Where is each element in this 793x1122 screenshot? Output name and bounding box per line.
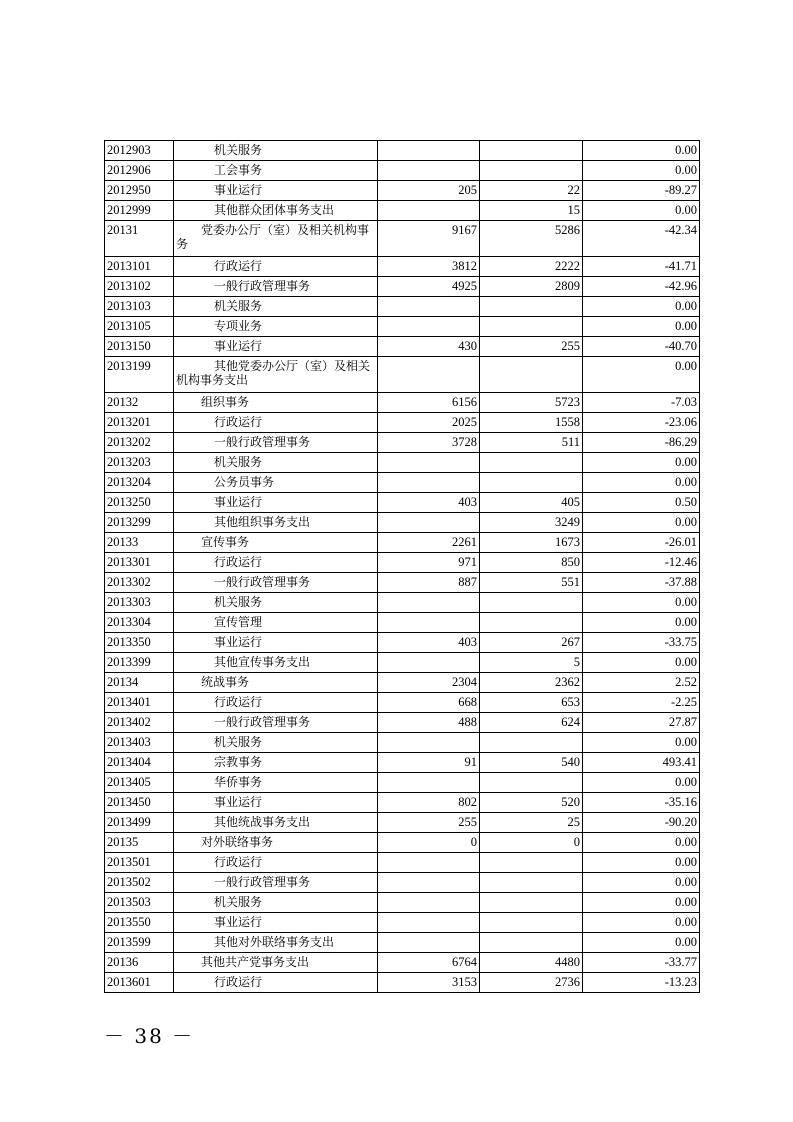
prior-amount-cell: 3728 <box>378 433 480 453</box>
change-percent-cell: -37.88 <box>583 573 700 593</box>
prior-amount-cell: 430 <box>378 337 480 357</box>
prior-amount-cell: 255 <box>378 813 480 833</box>
current-amount-cell: 0 <box>480 833 583 853</box>
current-amount-cell: 3249 <box>480 513 583 533</box>
current-amount-cell: 15 <box>480 201 583 221</box>
prior-amount-cell <box>378 357 480 393</box>
current-amount-cell: 520 <box>480 793 583 813</box>
change-percent-cell: 0.00 <box>583 773 700 793</box>
subject-code-cell: 2013201 <box>105 413 174 433</box>
subject-code-cell: 2013303 <box>105 593 174 613</box>
table-row <box>105 733 700 753</box>
prior-amount-cell <box>378 201 480 221</box>
table-row <box>105 317 700 337</box>
current-amount-cell: 25 <box>480 813 583 833</box>
table-row <box>105 513 700 533</box>
table-row <box>105 357 700 393</box>
table-row <box>105 953 700 973</box>
subject-code-cell: 2013350 <box>105 633 174 653</box>
subject-code-cell: 20131 <box>105 221 174 257</box>
change-percent-cell: 0.00 <box>583 933 700 953</box>
table-row <box>105 873 700 893</box>
subject-code-cell: 2013101 <box>105 257 174 277</box>
subject-code-cell: 2013301 <box>105 553 174 573</box>
current-amount-cell: 267 <box>480 633 583 653</box>
subject-name-cell: 组织事务 <box>174 393 378 413</box>
subject-name-cell: 机关服务 <box>174 733 378 753</box>
change-percent-cell: 0.00 <box>583 593 700 613</box>
subject-name-cell: 其他党委办公厅（室）及相关机构事务支出 <box>174 357 378 393</box>
subject-code-cell: 2013199 <box>105 357 174 393</box>
subject-code-cell: 2013599 <box>105 933 174 953</box>
subject-name-cell: 机关服务 <box>174 893 378 913</box>
subject-name-cell: 事业运行 <box>174 181 378 201</box>
subject-name-cell: 行政运行 <box>174 553 378 573</box>
change-percent-cell: -42.34 <box>583 221 700 257</box>
prior-amount-cell <box>378 613 480 633</box>
table-row <box>105 893 700 913</box>
prior-amount-cell <box>378 733 480 753</box>
table-row <box>105 673 700 693</box>
current-amount-cell <box>480 453 583 473</box>
subject-code-cell: 2013503 <box>105 893 174 913</box>
prior-amount-cell: 2025 <box>378 413 480 433</box>
table-row <box>105 181 700 201</box>
current-amount-cell: 850 <box>480 553 583 573</box>
subject-name-cell: 宗教事务 <box>174 753 378 773</box>
table-row <box>105 493 700 513</box>
prior-amount-cell: 205 <box>378 181 480 201</box>
subject-code-cell: 2012999 <box>105 201 174 221</box>
subject-name-cell: 一般行政管理事务 <box>174 433 378 453</box>
prior-amount-cell <box>378 913 480 933</box>
table-row <box>105 693 700 713</box>
subject-code-cell: 2013402 <box>105 713 174 733</box>
current-amount-cell: 624 <box>480 713 583 733</box>
table-row <box>105 853 700 873</box>
table-row <box>105 653 700 673</box>
prior-amount-cell <box>378 653 480 673</box>
table-row <box>105 433 700 453</box>
change-percent-cell: -26.01 <box>583 533 700 553</box>
subject-code-cell: 2012950 <box>105 181 174 201</box>
change-percent-cell: 27.87 <box>583 713 700 733</box>
table-row <box>105 813 700 833</box>
current-amount-cell <box>480 893 583 913</box>
subject-code-cell: 2013404 <box>105 753 174 773</box>
subject-name-cell: 工会事务 <box>174 161 378 181</box>
table-row <box>105 753 700 773</box>
subject-code-cell: 20135 <box>105 833 174 853</box>
table-row <box>105 633 700 653</box>
prior-amount-cell <box>378 773 480 793</box>
table-row <box>105 933 700 953</box>
current-amount-cell: 551 <box>480 573 583 593</box>
current-amount-cell <box>480 913 583 933</box>
table-row <box>105 277 700 297</box>
subject-name-cell: 一般行政管理事务 <box>174 277 378 297</box>
current-amount-cell: 4480 <box>480 953 583 973</box>
table-row <box>105 337 700 357</box>
change-percent-cell: -42.96 <box>583 277 700 297</box>
table-row <box>105 773 700 793</box>
subject-code-cell: 2013501 <box>105 853 174 873</box>
table-row <box>105 413 700 433</box>
current-amount-cell: 255 <box>480 337 583 357</box>
subject-name-cell: 党委办公厅（室）及相关机构事务 <box>174 221 378 257</box>
current-amount-cell: 511 <box>480 433 583 453</box>
change-percent-cell: 0.00 <box>583 141 700 161</box>
change-percent-cell: -12.46 <box>583 553 700 573</box>
subject-code-cell: 2013150 <box>105 337 174 357</box>
change-percent-cell: 493.41 <box>583 753 700 773</box>
prior-amount-cell: 9167 <box>378 221 480 257</box>
change-percent-cell: 0.00 <box>583 513 700 533</box>
prior-amount-cell: 488 <box>378 713 480 733</box>
prior-amount-cell: 6764 <box>378 953 480 973</box>
subject-code-cell: 2013103 <box>105 297 174 317</box>
prior-amount-cell: 802 <box>378 793 480 813</box>
prior-amount-cell: 91 <box>378 753 480 773</box>
subject-code-cell: 2013250 <box>105 493 174 513</box>
subject-name-cell: 行政运行 <box>174 973 378 993</box>
subject-code-cell: 2013302 <box>105 573 174 593</box>
prior-amount-cell: 887 <box>378 573 480 593</box>
change-percent-cell: 0.00 <box>583 453 700 473</box>
current-amount-cell: 2736 <box>480 973 583 993</box>
prior-amount-cell <box>378 513 480 533</box>
subject-code-cell: 2013105 <box>105 317 174 337</box>
subject-code-cell: 2013550 <box>105 913 174 933</box>
current-amount-cell <box>480 773 583 793</box>
current-amount-cell: 1558 <box>480 413 583 433</box>
table-row <box>105 473 700 493</box>
subject-code-cell: 2012903 <box>105 141 174 161</box>
prior-amount-cell: 3153 <box>378 973 480 993</box>
subject-code-cell: 2013450 <box>105 793 174 813</box>
change-percent-cell: -89.27 <box>583 181 700 201</box>
change-percent-cell: 0.00 <box>583 893 700 913</box>
subject-name-cell: 行政运行 <box>174 257 378 277</box>
change-percent-cell: 0.00 <box>583 653 700 673</box>
change-percent-cell: 0.50 <box>583 493 700 513</box>
subject-code-cell: 2013102 <box>105 277 174 297</box>
current-amount-cell: 653 <box>480 693 583 713</box>
subject-code-cell: 20132 <box>105 393 174 413</box>
subject-name-cell: 一般行政管理事务 <box>174 713 378 733</box>
subject-name-cell: 专项业务 <box>174 317 378 337</box>
subject-name-cell: 其他群众团体事务支出 <box>174 201 378 221</box>
current-amount-cell <box>480 873 583 893</box>
subject-name-cell: 行政运行 <box>174 413 378 433</box>
table-row <box>105 393 700 413</box>
current-amount-cell: 2362 <box>480 673 583 693</box>
subject-name-cell: 宣传管理 <box>174 613 378 633</box>
change-percent-cell: -7.03 <box>583 393 700 413</box>
change-percent-cell: -35.16 <box>583 793 700 813</box>
subject-name-cell: 一般行政管理事务 <box>174 873 378 893</box>
budget-table <box>104 140 700 993</box>
prior-amount-cell <box>378 297 480 317</box>
subject-name-cell: 统战事务 <box>174 673 378 693</box>
table-row <box>105 713 700 733</box>
prior-amount-cell <box>378 141 480 161</box>
subject-name-cell: 其他组织事务支出 <box>174 513 378 533</box>
current-amount-cell <box>480 473 583 493</box>
change-percent-cell: 2.52 <box>583 673 700 693</box>
subject-name-cell: 宣传事务 <box>174 533 378 553</box>
subject-code-cell: 2013502 <box>105 873 174 893</box>
prior-amount-cell: 6156 <box>378 393 480 413</box>
current-amount-cell: 540 <box>480 753 583 773</box>
current-amount-cell: 405 <box>480 493 583 513</box>
subject-code-cell: 2013401 <box>105 693 174 713</box>
current-amount-cell <box>480 933 583 953</box>
table-row <box>105 613 700 633</box>
current-amount-cell <box>480 357 583 393</box>
prior-amount-cell <box>378 933 480 953</box>
change-percent-cell: 0.00 <box>583 733 700 753</box>
table-row <box>105 221 700 257</box>
subject-code-cell: 2013299 <box>105 513 174 533</box>
table-row <box>105 833 700 853</box>
current-amount-cell <box>480 853 583 873</box>
subject-name-cell: 事业运行 <box>174 633 378 653</box>
current-amount-cell: 2809 <box>480 277 583 297</box>
prior-amount-cell: 2261 <box>378 533 480 553</box>
current-amount-cell: 5723 <box>480 393 583 413</box>
current-amount-cell <box>480 317 583 337</box>
subject-code-cell: 2013204 <box>105 473 174 493</box>
subject-code-cell: 2013202 <box>105 433 174 453</box>
table-row <box>105 973 700 993</box>
subject-name-cell: 行政运行 <box>174 693 378 713</box>
prior-amount-cell <box>378 453 480 473</box>
change-percent-cell: -40.70 <box>583 337 700 357</box>
change-percent-cell: 0.00 <box>583 833 700 853</box>
change-percent-cell: 0.00 <box>583 873 700 893</box>
change-percent-cell: -2.25 <box>583 693 700 713</box>
subject-name-cell: 事业运行 <box>174 793 378 813</box>
subject-name-cell: 对外联络事务 <box>174 833 378 853</box>
prior-amount-cell: 4925 <box>378 277 480 297</box>
current-amount-cell: 1673 <box>480 533 583 553</box>
table-row <box>105 793 700 813</box>
subject-name-cell: 事业运行 <box>174 493 378 513</box>
table-row <box>105 201 700 221</box>
change-percent-cell: -33.75 <box>583 633 700 653</box>
subject-name-cell: 公务员事务 <box>174 473 378 493</box>
change-percent-cell: 0.00 <box>583 913 700 933</box>
current-amount-cell: 5286 <box>480 221 583 257</box>
subject-code-cell: 2013403 <box>105 733 174 753</box>
prior-amount-cell: 668 <box>378 693 480 713</box>
subject-name-cell: 机关服务 <box>174 453 378 473</box>
subject-code-cell: 20134 <box>105 673 174 693</box>
prior-amount-cell <box>378 593 480 613</box>
subject-name-cell: 其他共产党事务支出 <box>174 953 378 973</box>
change-percent-cell: -41.71 <box>583 257 700 277</box>
prior-amount-cell: 971 <box>378 553 480 573</box>
change-percent-cell: 0.00 <box>583 297 700 317</box>
current-amount-cell <box>480 141 583 161</box>
change-percent-cell: 0.00 <box>583 317 700 337</box>
subject-name-cell: 其他对外联络事务支出 <box>174 933 378 953</box>
subject-code-cell: 2013499 <box>105 813 174 833</box>
change-percent-cell: 0.00 <box>583 201 700 221</box>
subject-name-cell: 机关服务 <box>174 593 378 613</box>
subject-code-cell: 2012906 <box>105 161 174 181</box>
prior-amount-cell <box>378 893 480 913</box>
prior-amount-cell: 2304 <box>378 673 480 693</box>
current-amount-cell <box>480 613 583 633</box>
current-amount-cell <box>480 161 583 181</box>
subject-name-cell: 华侨事务 <box>174 773 378 793</box>
subject-name-cell: 机关服务 <box>174 297 378 317</box>
current-amount-cell <box>480 297 583 317</box>
prior-amount-cell <box>378 853 480 873</box>
change-percent-cell: -86.29 <box>583 433 700 453</box>
subject-code-cell: 2013601 <box>105 973 174 993</box>
current-amount-cell: 5 <box>480 653 583 673</box>
prior-amount-cell <box>378 317 480 337</box>
subject-code-cell: 2013304 <box>105 613 174 633</box>
current-amount-cell: 2222 <box>480 257 583 277</box>
table-row <box>105 161 700 181</box>
current-amount-cell <box>480 593 583 613</box>
prior-amount-cell <box>378 873 480 893</box>
current-amount-cell: 22 <box>480 181 583 201</box>
page-number: － 38 － <box>104 1024 195 1048</box>
change-percent-cell: -33.77 <box>583 953 700 973</box>
change-percent-cell: -90.20 <box>583 813 700 833</box>
change-percent-cell: 0.00 <box>583 853 700 873</box>
change-percent-cell: 0.00 <box>583 473 700 493</box>
table-row <box>105 593 700 613</box>
change-percent-cell: 0.00 <box>583 357 700 393</box>
subject-code-cell: 2013203 <box>105 453 174 473</box>
subject-name-cell: 其他宣传事务支出 <box>174 653 378 673</box>
subject-name-cell: 其他统战事务支出 <box>174 813 378 833</box>
subject-name-cell: 事业运行 <box>174 337 378 357</box>
prior-amount-cell: 403 <box>378 493 480 513</box>
subject-code-cell: 20136 <box>105 953 174 973</box>
table-row <box>105 573 700 593</box>
subject-name-cell: 一般行政管理事务 <box>174 573 378 593</box>
table-row <box>105 533 700 553</box>
subject-name-cell: 机关服务 <box>174 141 378 161</box>
table-row <box>105 257 700 277</box>
prior-amount-cell: 3812 <box>378 257 480 277</box>
table-row <box>105 553 700 573</box>
table-row <box>105 913 700 933</box>
prior-amount-cell <box>378 473 480 493</box>
budget-table-body <box>105 141 700 993</box>
subject-name-cell: 事业运行 <box>174 913 378 933</box>
table-row <box>105 453 700 473</box>
subject-code-cell: 2013399 <box>105 653 174 673</box>
subject-code-cell: 2013405 <box>105 773 174 793</box>
table-row <box>105 141 700 161</box>
change-percent-cell: 0.00 <box>583 161 700 181</box>
subject-name-cell: 行政运行 <box>174 853 378 873</box>
change-percent-cell: -13.23 <box>583 973 700 993</box>
table-row <box>105 297 700 317</box>
subject-code-cell: 20133 <box>105 533 174 553</box>
current-amount-cell <box>480 733 583 753</box>
prior-amount-cell: 403 <box>378 633 480 653</box>
change-percent-cell: -23.06 <box>583 413 700 433</box>
prior-amount-cell <box>378 161 480 181</box>
change-percent-cell: 0.00 <box>583 613 700 633</box>
prior-amount-cell: 0 <box>378 833 480 853</box>
